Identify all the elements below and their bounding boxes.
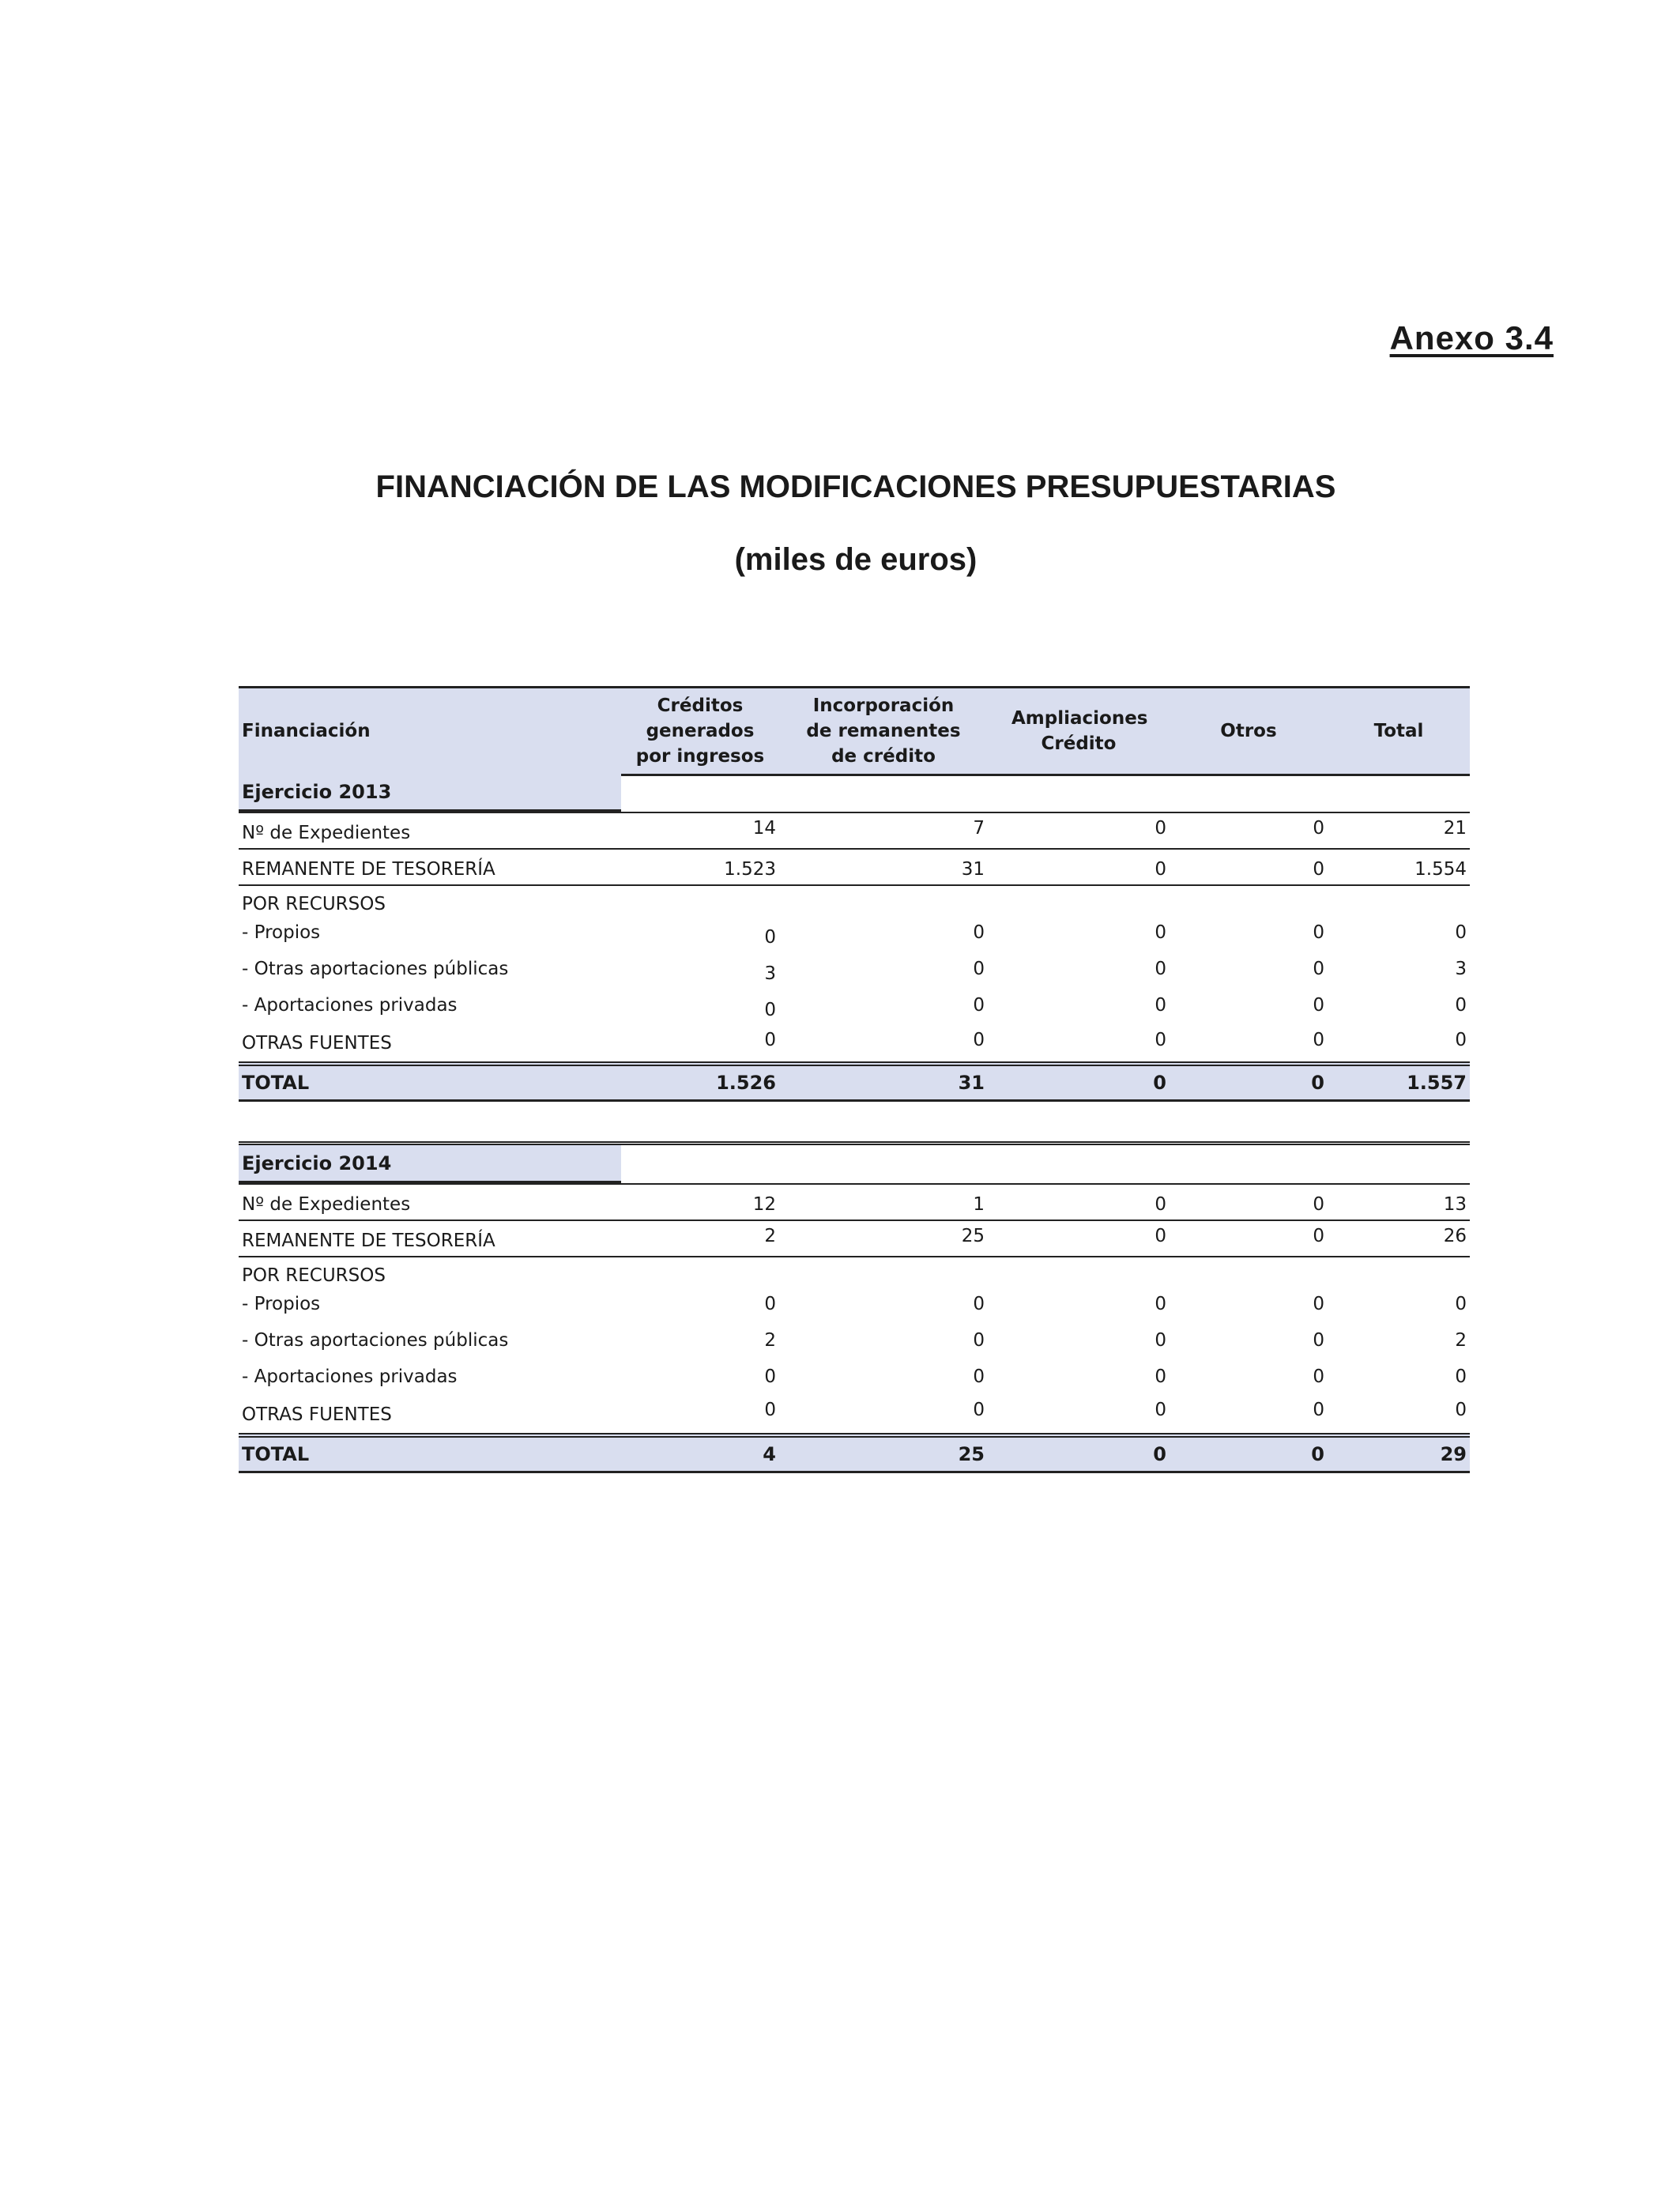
row-label: - Aportaciones privadas <box>242 1367 458 1387</box>
header-total: Total <box>1373 721 1424 741</box>
total-cell: 31 <box>958 1072 985 1094</box>
table-row <box>239 1393 1470 1433</box>
cell: 0 <box>1313 1400 1324 1420</box>
cell: 0 <box>1455 995 1467 1016</box>
header-ampliaciones: Ampliaciones Crédito <box>1011 708 1148 754</box>
cell: 12 <box>752 1194 776 1215</box>
cell: 0 <box>1313 1330 1324 1351</box>
row-label: Nº de Expedientes <box>242 1194 411 1215</box>
cell: 0 <box>764 1400 776 1420</box>
header-otros: Otros <box>1220 721 1277 741</box>
cell: 0 <box>1155 1194 1166 1215</box>
cell: 0 <box>1313 959 1324 979</box>
cell: 13 <box>1443 1194 1467 1215</box>
section-header <box>239 774 1470 812</box>
cell: 3 <box>764 963 776 984</box>
cell: 0 <box>1155 922 1166 943</box>
total-cell: 29 <box>1440 1443 1467 1465</box>
cell: 0 <box>1455 1030 1467 1050</box>
financing-table <box>239 686 1470 776</box>
total-row <box>239 1433 1470 1473</box>
row-label: POR RECURSOS <box>242 894 386 914</box>
cell: 0 <box>973 1367 985 1387</box>
cell: 0 <box>1155 1330 1166 1351</box>
cell: 0 <box>973 1330 985 1351</box>
page-title: FINANCIACIÓN DE LAS MODIFICACIONES PRESUPUESTARIAS <box>375 469 1336 504</box>
cell: 0 <box>1313 1294 1324 1314</box>
section-header <box>239 1141 1470 1183</box>
cell: 0 <box>1155 818 1166 839</box>
table-row <box>239 951 1470 982</box>
cell: 0 <box>1313 1367 1324 1387</box>
cell: 0 <box>973 995 985 1016</box>
cell: 0 <box>973 922 985 943</box>
cell: 0 <box>1155 959 1166 979</box>
cell: 0 <box>1313 1030 1324 1050</box>
table-row <box>239 812 1470 850</box>
cell: 0 <box>1455 1367 1467 1387</box>
total-cell: 1.526 <box>716 1072 776 1094</box>
page-subtitle: (miles de euros) <box>734 542 977 577</box>
year-section-2013 <box>239 774 1470 1102</box>
section-label: Ejercicio 2013 <box>239 774 621 812</box>
row-label: POR RECURSOS <box>242 1265 386 1286</box>
annex-label: Anexo 3.4 <box>1389 319 1554 356</box>
cell: 0 <box>1313 859 1324 880</box>
table-row <box>239 919 1470 951</box>
cell: 0 <box>1313 818 1324 839</box>
row-label: Nº de Expedientes <box>242 823 411 843</box>
cell: 25 <box>961 1226 985 1246</box>
table-row <box>239 1183 1470 1221</box>
cell: 0 <box>1455 1294 1467 1314</box>
total-label: TOTAL <box>242 1443 310 1465</box>
row-label: REMANENTE DE TESORERÍA <box>242 1231 495 1251</box>
table-row <box>239 1221 1470 1257</box>
total-label: TOTAL <box>242 1072 310 1094</box>
total-cell: 0 <box>1153 1072 1166 1094</box>
total-cell: 0 <box>1153 1443 1166 1465</box>
cell: 0 <box>764 1367 776 1387</box>
row-label: REMANENTE DE TESORERÍA <box>242 859 495 880</box>
section-label: Ejercicio 2014 <box>239 1145 621 1183</box>
cell: 0 <box>764 1000 776 1020</box>
table-row <box>239 1322 1470 1354</box>
cell: 0 <box>1155 1030 1166 1050</box>
cell: 14 <box>752 818 776 839</box>
row-label: - Propios <box>242 1294 321 1314</box>
table-row <box>239 1291 1470 1322</box>
cell: 26 <box>1443 1226 1467 1246</box>
cell: 0 <box>973 959 985 979</box>
cell: 2 <box>1455 1330 1467 1351</box>
cell: 0 <box>1155 1400 1166 1420</box>
cell: 3 <box>1455 959 1467 979</box>
cell: 1.523 <box>724 859 776 880</box>
cell: 0 <box>764 1030 776 1050</box>
cell: 0 <box>1155 995 1166 1016</box>
total-row <box>239 1061 1470 1102</box>
cell: 0 <box>1313 1226 1324 1246</box>
cell: 0 <box>973 1030 985 1050</box>
table-row <box>239 1022 1470 1061</box>
cell: 2 <box>764 1330 776 1351</box>
total-cell: 1.557 <box>1407 1072 1467 1094</box>
table-row <box>239 1354 1470 1393</box>
cell: 31 <box>961 859 985 880</box>
row-label: OTRAS FUENTES <box>242 1404 392 1425</box>
cell: 0 <box>1155 1294 1166 1314</box>
total-cell: 0 <box>1311 1443 1324 1465</box>
cell: 1 <box>973 1194 985 1215</box>
cell: 0 <box>973 1294 985 1314</box>
table-row <box>239 982 1470 1022</box>
total-cell: 4 <box>763 1443 776 1465</box>
cell: 0 <box>1313 1194 1324 1215</box>
cell: 1.554 <box>1414 859 1467 880</box>
cell: 0 <box>1155 859 1166 880</box>
row-label: - Propios <box>242 922 321 943</box>
header-creditos: Créditos generados por ingresos <box>635 696 765 767</box>
table-row <box>239 1257 1470 1291</box>
cell: 0 <box>764 927 776 948</box>
cell: 0 <box>1313 995 1324 1016</box>
cell: 0 <box>1455 1400 1467 1420</box>
cell: 0 <box>1155 1226 1166 1246</box>
cell: 0 <box>973 1400 985 1420</box>
cell: 0 <box>1455 922 1467 943</box>
cell: 2 <box>764 1226 776 1246</box>
total-cell: 0 <box>1311 1072 1324 1094</box>
row-label: - Aportaciones privadas <box>242 995 458 1016</box>
table-header <box>239 686 1470 776</box>
row-label: OTRAS FUENTES <box>242 1033 392 1054</box>
header-financiacion: Financiación <box>242 721 371 741</box>
row-label: - Otras aportaciones públicas <box>242 959 509 979</box>
cell: 0 <box>764 1294 776 1314</box>
table-row <box>239 886 1470 919</box>
year-section-2014 <box>239 1141 1470 1473</box>
header-incorporacion: Incorporación de remanentes de crédito <box>806 696 961 767</box>
total-cell: 25 <box>958 1443 985 1465</box>
cell: 7 <box>973 818 985 839</box>
cell: 21 <box>1443 818 1467 839</box>
cell: 0 <box>1313 922 1324 943</box>
table-row <box>239 850 1470 886</box>
row-label: - Otras aportaciones públicas <box>242 1330 509 1351</box>
cell: 0 <box>1155 1367 1166 1387</box>
